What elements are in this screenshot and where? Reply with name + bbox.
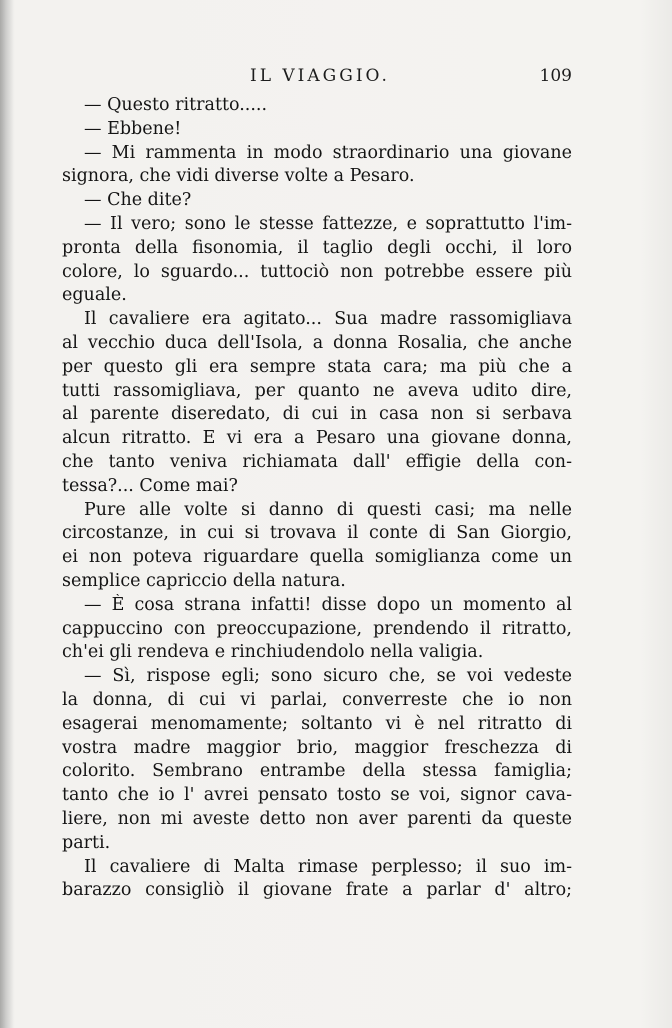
text-line: al vecchio duca dell'Isola, a donna Rosalia, che anche	[62, 332, 572, 353]
text-line: tanto che io l' avrei pensato tosto se voi, signor cava-	[62, 785, 572, 806]
text-line: ei non poteva riguardare quella somiglianza come un	[62, 547, 572, 568]
text-line: — Questo ritratto.....	[84, 95, 268, 115]
text-line: parti.	[62, 832, 111, 853]
text-line: vostra madre maggior brio, maggior freschezza di	[62, 737, 572, 758]
text-line: eguale.	[62, 285, 127, 306]
text-line: barazzo consigliò il giovane frate a parlar d' altro;	[62, 880, 572, 901]
text-line: che tanto veniva richiamata dall' effigie della con-	[62, 451, 572, 472]
text-line: Il cavaliere di Malta rimase perplesso; il suo im-	[84, 856, 572, 877]
text-line: — È cosa strana infatti! disse dopo un momento al	[84, 594, 572, 615]
text-line: — Che dite?	[84, 190, 192, 211]
text-line: Il cavaliere era agitato... Sua madre rassomigliava	[84, 309, 572, 330]
text-line: — Ebbene!	[84, 118, 182, 139]
text-line: — Sì, rispose egli; sono sicuro che, se voi vedeste	[84, 666, 572, 687]
text-line: tutti rassomigliava, per quanto ne aveva udito dire,	[62, 380, 572, 401]
page-gutter-shadow	[0, 0, 14, 1028]
body-text	[62, 94, 572, 903]
text-line: signora, che vidi diverse volte a Pesaro.	[62, 166, 415, 187]
text-line: semplice capriccio della natura.	[62, 570, 346, 591]
text-line: la donna, di cui vi parlai, converreste che io non	[62, 689, 572, 710]
text-line: alcun ritratto. E vi era a Pesaro una giovane donna,	[62, 428, 572, 449]
text-line: Pure alle volte si danno di questi casi; ma nelle	[84, 499, 572, 520]
text-line: al parente diseredato, di cui in casa non si serbava	[62, 404, 572, 425]
text-line: tessa?... Come mai?	[62, 475, 238, 496]
text-line: per questo gli era sempre stata cara; ma più che a	[62, 356, 572, 377]
text-line: ch'ei gli rendeva e rinchiudendolo nella valigia.	[62, 642, 484, 663]
text-line: pronta della fisonomia, il taglio degli occhi, il loro	[62, 237, 572, 258]
text-line: circostanze, in cui si trovava il conte di San Giorgio,	[62, 523, 572, 544]
running-title: IL VIAGGIO.	[250, 66, 390, 86]
text-line: colorito. Sembrano entrambe della stessa famiglia;	[62, 761, 572, 782]
text-line: — Il vero; sono le stesse fattezze, e soprattutto l'im-	[84, 213, 572, 234]
text-line: cappuccino con preoccupazione, prendendo il ritratto,	[62, 618, 572, 639]
page-number: 109	[539, 66, 572, 86]
text-line: colore, lo sguardo... tuttociò non potrebbe essere più	[62, 261, 572, 282]
text-line: — Mi rammenta in modo straordinario una giovane	[84, 142, 572, 163]
running-head	[60, 60, 572, 90]
text-line: liere, non mi aveste detto non aver parenti da queste	[62, 808, 572, 829]
text-line: esagerai menomamente; soltanto vi è nel ritratto di	[62, 713, 572, 734]
